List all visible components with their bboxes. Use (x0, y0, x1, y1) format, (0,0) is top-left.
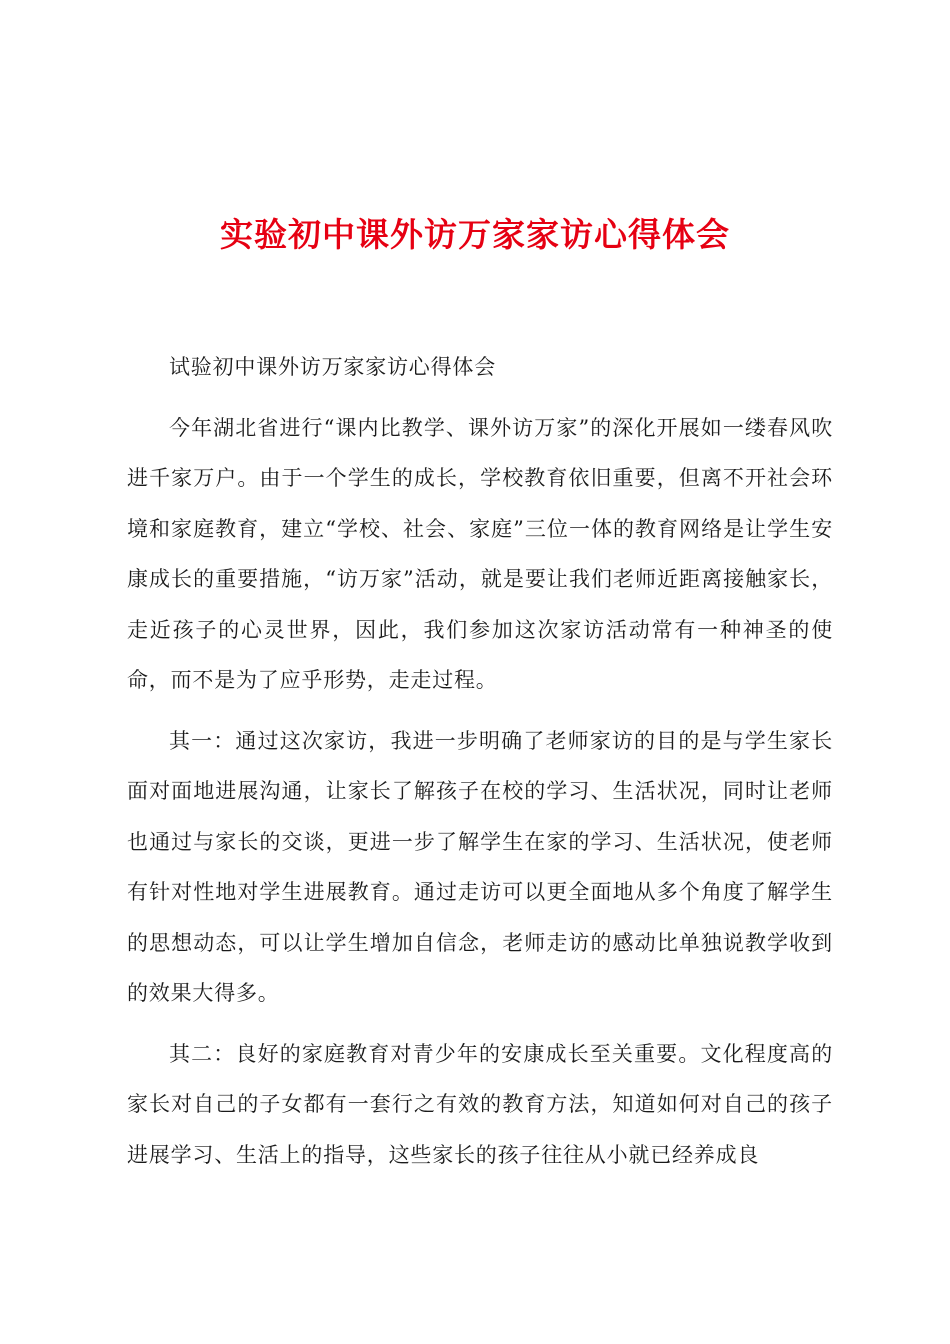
document-title: 实验初中课外访万家家访心得体会 (220, 215, 730, 254)
paragraph-point-two: 其二：良好的家庭教育对青少年的安康成长至关重要。文化程度高的家长对自己的子女都有一套行之有效的教育方法，知道如何对自己的孩子进展学习、生活上的指导，这些家长的孩子往往从小就已经养成良 (127, 1041, 833, 1167)
paragraph-intro: 今年湖北省进行“课内比教学、课外访万家”的深化开展如一缕春风吹进千家万户。由于一个学生的成长，学校教育依旧重要，但离不开社会环境和家庭教育，建立“学校、社会、家庭”三位一体的教育网络是让学生安康成长的重要措施，“访万家”活动，就是要让我们老师近距离接触家长，走近孩子的心灵世界，因此，我们参加这次家访活动常有一种神圣的使命，而不是为了应乎形势，走走过程。 (127, 415, 833, 692)
document-body (127, 342, 833, 1190)
paragraph-subtitle: 试验初中课外访万家家访心得体会 (169, 355, 496, 379)
paragraph-point-one: 其一：通过这次家访，我进一步明确了老师家访的目的是与学生家长面对面地进展沟通，让家长了解孩子在校的学习、生活状况，同时让老师也通过与家长的交谈，更进一步了解学生在家的学习、生活状况，使老师有针对性地对学生进展教育。通过走访可以更全面地从多个角度了解学生的思想动态，可以让学生增加自信念，老师走访的感动比单独说教学收到的效果大得多。 (127, 728, 833, 1005)
